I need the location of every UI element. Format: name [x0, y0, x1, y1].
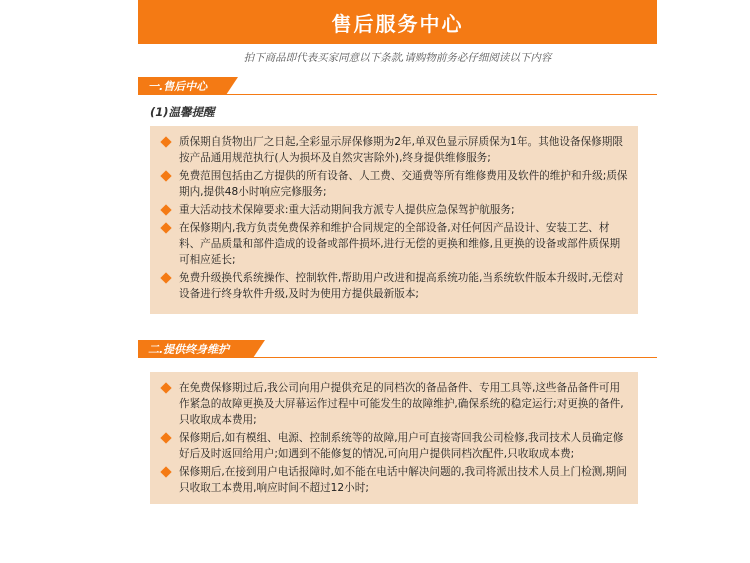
diamond-bullet-icon	[160, 222, 171, 233]
diamond-bullet-icon	[160, 272, 171, 283]
section-1-subheading: (1)温馨提醒	[150, 105, 215, 119]
list-item: 在保修期内,我方负责免费保养和维护合同规定的全部设备,对任何因产品设计、安装工艺、材料、产品质量和部件造成的设备或部件损坏,进行无偿的更换和维修,且更换的设备或部件质保期可相应延长;	[158, 220, 630, 268]
diamond-bullet-icon	[160, 382, 171, 393]
section-1-tab-label: 一.售后中心	[148, 80, 208, 93]
section-2-panel	[150, 372, 638, 504]
section-2-tab-label: 二.提供终身维护	[148, 343, 230, 356]
list-item: 在免费保修期过后,我公司向用户提供充足的同档次的备品备件、专用工具等,这些备品备件可用作紧急的故障更换及大屏幕运作过程中可能发生的故障维护,确保系统的稳定运行;对更换的备件,只收取成本费用;	[158, 380, 630, 428]
page-subtitle: 拍下商品即代表买家同意以下条款,请购物前务必仔细阅读以下内容	[243, 52, 552, 64]
diamond-bullet-icon	[160, 204, 171, 215]
header-banner	[138, 0, 657, 44]
list-item: 保修期后,如有模组、电源、控制系统等的故障,用户可直接寄回我公司检修,我司技术人员确定修好后及时返回给用户;如遇到不能修复的情况,可向用户提供同档次配件,只收取成本费;	[158, 430, 630, 462]
list-item: 质保期自货物出厂之日起,全彩显示屏保修期为2年,单双色显示屏质保为1年。其他设备保修期限按产品通用规范执行(人为损坏及自然灾害除外),终身提供维修服务;	[158, 134, 630, 166]
diamond-bullet-icon	[160, 432, 171, 443]
section-1-panel	[150, 126, 638, 314]
list-item: 免费升级换代系统操作、控制软件,帮助用户改进和提高系统功能,当系统软件版本升级时,无偿对设备进行终身软件升级,及时为使用方提供最新版本;	[158, 270, 630, 302]
list-item: 保修期后,在接到用户电话报障时,如不能在电话中解决问题的,我司将派出技术人员上门检测,期间只收取工本费用,响应时间不超过12小时;	[158, 464, 630, 496]
section-2-tab	[138, 340, 268, 358]
diamond-bullet-icon	[160, 170, 171, 181]
page-title: 售后服务中心	[331, 11, 464, 36]
list-item: 重大活动技术保障要求:重大活动期间我方派专人提供应急保驾护航服务;	[158, 202, 630, 218]
diamond-bullet-icon	[160, 466, 171, 477]
list-item: 免费范围包括由乙方提供的所有设备、人工费、交通费等所有维修费用及软件的维护和升级;质保期内,提供48小时响应完修服务;	[158, 168, 630, 200]
section-1-tab	[138, 77, 238, 95]
diamond-bullet-icon	[160, 136, 171, 147]
